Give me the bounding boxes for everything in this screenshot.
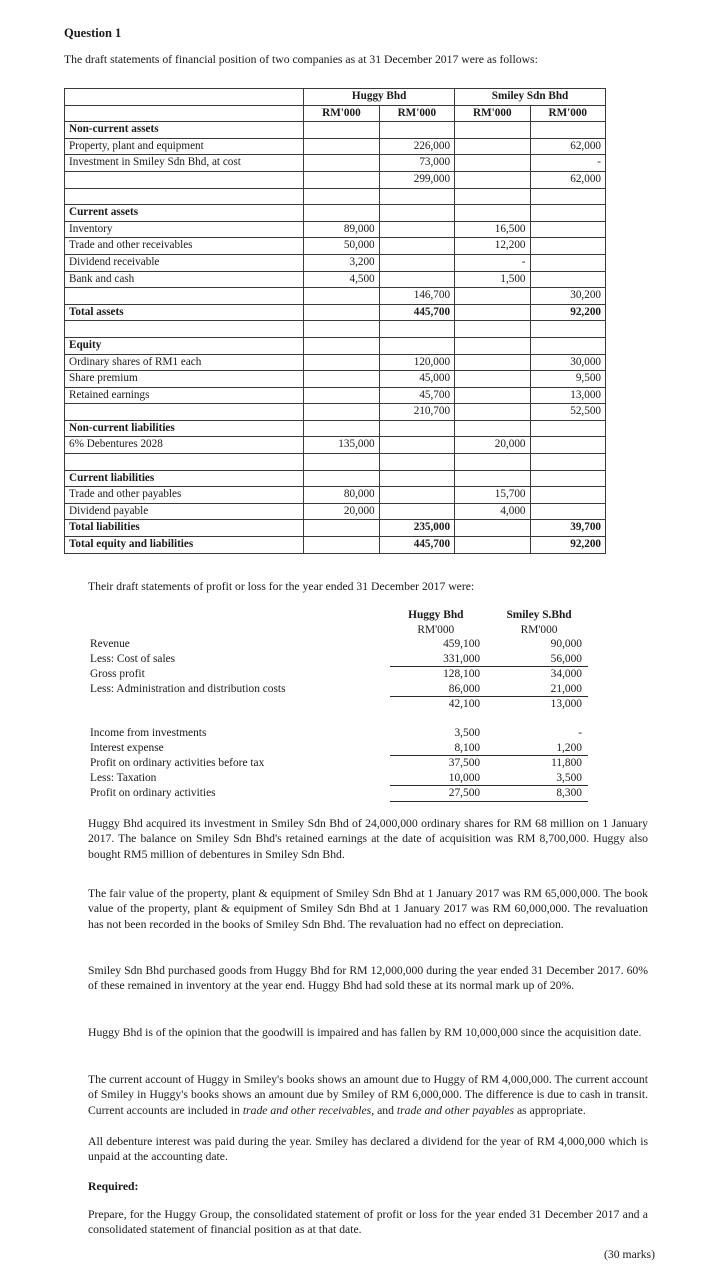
- sofp-row-label: Trade and other payables: [65, 487, 304, 504]
- sofp-cell-c2: 45,700: [379, 387, 454, 404]
- sofp-cell-c3: 12,200: [455, 238, 530, 255]
- statement-of-financial-position-table: [64, 88, 606, 554]
- sofp-cell-c1: [304, 321, 379, 338]
- sofp-cell-c3: [455, 454, 530, 471]
- table-row: [65, 188, 606, 205]
- sofp-cell-c2: [379, 221, 454, 238]
- sofp-cell-c4: 13,000: [530, 387, 605, 404]
- table-row: [65, 288, 606, 305]
- table-row: [65, 371, 606, 388]
- sofp-cell-c1: [304, 470, 379, 487]
- sofp-cell-c1: [304, 520, 379, 537]
- table-row: [65, 337, 606, 354]
- sofp-cell-c2: [379, 470, 454, 487]
- sofp-cell-c3: [455, 288, 530, 305]
- sofp-cell-c4: -: [530, 155, 605, 172]
- current-account-text-3: as appropriate.: [514, 1103, 586, 1117]
- pl-cell-huggy: 331,000: [390, 652, 495, 667]
- required-text: Prepare, for the Huggy Group, the consolidated statement of profit or loss for the year ended 31 December 2017 and a consolidated statement of financial position as at that date.: [88, 1208, 648, 1237]
- sofp-cell-c3: [455, 404, 530, 421]
- table-row: [88, 667, 588, 682]
- table-row: [65, 155, 606, 172]
- table-row: [88, 741, 588, 756]
- sofp-cell-c4: 39,700: [530, 520, 605, 537]
- sofp-company-header: Smiley Sdn Bhd: [455, 89, 606, 106]
- sofp-cell-c4: 62,000: [530, 138, 605, 155]
- table-row: [65, 271, 606, 288]
- table-row: [65, 437, 606, 454]
- sofp-cell-c1: [304, 404, 379, 421]
- pl-row-label: Gross profit: [90, 667, 145, 680]
- pl-company-header: Smiley S.Bhd: [506, 609, 572, 621]
- sofp-row-label: [65, 454, 304, 471]
- sofp-cell-c3: 15,700: [455, 487, 530, 504]
- table-row: [65, 537, 606, 554]
- sofp-cell-c3: 16,500: [455, 221, 530, 238]
- table-row: [65, 321, 606, 338]
- sofp-cell-c1: 4,500: [304, 271, 379, 288]
- sofp-cell-c2: 146,700: [379, 288, 454, 305]
- sofp-cell-c2: [379, 188, 454, 205]
- sofp-cell-c2: [379, 337, 454, 354]
- intro-paragraph: The draft statements of financial position of two companies as at 31 December 2017 were as follows:: [64, 53, 538, 66]
- pl-header-blank: [88, 608, 390, 623]
- sofp-cell-c3: [455, 188, 530, 205]
- current-account-text-1: The current account of Huggy in Smiley's books shows an amount due to Huggy of RM 4,000,000. The current account of Smiley in Huggy's books shows an amount due by Smiley of RM 6,000,000. The difference is due to cash in transit. Current accounts are included in: [88, 1073, 648, 1117]
- pl-header-row-units: [88, 623, 588, 638]
- sofp-row-label: Bank and cash: [65, 271, 304, 288]
- sofp-header-row-companies: [65, 89, 606, 106]
- table-row: [88, 697, 588, 712]
- sofp-cell-c3: -: [455, 254, 530, 271]
- sofp-cell-c3: [455, 537, 530, 554]
- table-row: [65, 304, 606, 321]
- sofp-cell-c3: [455, 155, 530, 172]
- table-row: [65, 487, 606, 504]
- pl-cell-smiley: 34,000: [550, 668, 582, 680]
- sofp-cell-c1: [304, 420, 379, 437]
- sofp-cell-c4: [530, 238, 605, 255]
- sofp-cell-c1: [304, 171, 379, 188]
- pl-cell-huggy: 128,100: [443, 668, 481, 680]
- sofp-cell-c1: [304, 138, 379, 155]
- sofp-cell-c4: [530, 271, 605, 288]
- sofp-cell-c2: 210,700: [379, 404, 454, 421]
- pl-row-label: Income from investments: [90, 727, 207, 739]
- sofp-row-label: Retained earnings: [65, 387, 304, 404]
- sofp-cell-c4: [530, 454, 605, 471]
- table-row: [88, 652, 588, 667]
- sofp-cell-c2: 226,000: [379, 138, 454, 155]
- sofp-cell-c1: 89,000: [304, 221, 379, 238]
- table-row: [65, 122, 606, 139]
- sofp-cell-c4: 52,500: [530, 404, 605, 421]
- sofp-unit-header: RM'000: [379, 105, 454, 122]
- sofp-cell-c4: [530, 487, 605, 504]
- table-row: [65, 238, 606, 255]
- sofp-row-label: Inventory: [65, 221, 304, 238]
- pl-cell-huggy: 27,500: [390, 786, 495, 802]
- sofp-row-label: Current liabilities: [65, 470, 304, 487]
- table-row: [88, 726, 588, 741]
- sofp-cell-c1: [304, 288, 379, 305]
- pl-cell-smiley: 21,000: [494, 682, 588, 697]
- pl-cell-smiley: 3,500: [494, 771, 588, 786]
- table-row: [65, 520, 606, 537]
- sofp-cell-c4: 9,500: [530, 371, 605, 388]
- sofp-cell-c2: 73,000: [379, 155, 454, 172]
- sofp-cell-c4: [530, 122, 605, 139]
- pl-row-label: Profit on ordinary activities: [90, 787, 216, 799]
- sofp-unit-header: RM'000: [530, 105, 605, 122]
- sofp-cell-c3: [455, 122, 530, 139]
- table-row: [88, 682, 588, 697]
- sofp-cell-c3: [455, 321, 530, 338]
- pl-company-header: Huggy Bhd: [408, 609, 464, 621]
- paragraph-debenture-interest: All debenture interest was paid during the year. Smiley has declared a dividend for the year of RM 4,000,000 which is unpaid at the accounting date.: [88, 1135, 648, 1164]
- sofp-cell-c2: [379, 454, 454, 471]
- table-row: [88, 756, 588, 771]
- sofp-row-label: Equity: [65, 337, 304, 354]
- table-row: [65, 470, 606, 487]
- sofp-cell-c2: [379, 271, 454, 288]
- sofp-row-label: Total assets: [65, 304, 304, 321]
- sofp-cell-c2: 445,700: [379, 537, 454, 554]
- sofp-cell-c3: [455, 420, 530, 437]
- sofp-cell-c1: [304, 537, 379, 554]
- profit-or-loss-table: [88, 608, 588, 802]
- sofp-cell-c3: [455, 470, 530, 487]
- table-row: [88, 771, 588, 786]
- table-row: [65, 205, 606, 222]
- sofp-row-label: [65, 171, 304, 188]
- sofp-cell-c3: [455, 205, 530, 222]
- sofp-cell-c1: 80,000: [304, 487, 379, 504]
- table-row: [88, 786, 588, 802]
- sofp-row-label: Property, plant and equipment: [65, 138, 304, 155]
- sofp-cell-c4: [530, 321, 605, 338]
- sofp-cell-c3: [455, 520, 530, 537]
- sofp-cell-c2: [379, 487, 454, 504]
- sofp-cell-c2: [379, 205, 454, 222]
- sofp-row-label: Dividend payable: [65, 503, 304, 520]
- pl-cell-smiley: -: [578, 727, 582, 739]
- sofp-cell-c4: 92,200: [530, 304, 605, 321]
- pl-header-row-companies: [88, 608, 588, 623]
- sofp-cell-c2: 235,000: [379, 520, 454, 537]
- pl-cell-smiley: 11,800: [551, 757, 582, 769]
- sofp-row-label: [65, 321, 304, 338]
- pl-cell-huggy: 459,100: [443, 638, 481, 650]
- paragraph-goodwill-impairment: Huggy Bhd is of the opinion that the goodwill is impaired and has fallen by RM 10,000,000 since the acquisition date.: [88, 1026, 642, 1039]
- sofp-header-row-units: [65, 105, 606, 122]
- sofp-cell-c4: 30,200: [530, 288, 605, 305]
- pl-cell-smiley: 13,000: [550, 698, 582, 710]
- required-label: Required:: [88, 1180, 139, 1193]
- paragraph-acquisition: Huggy Bhd acquired its investment in Smiley Sdn Bhd of 24,000,000 ordinary shares for RM 68 million on 1 January 2017. The balance on Smiley Sdn Bhd's retained earnings at the date of acquisition was RM 8,700,000. Huggy also bought RM5 million of debentures in Smiley Sdn Bhd.: [88, 817, 648, 861]
- table-row: [65, 171, 606, 188]
- sofp-row-label: Total liabilities: [65, 520, 304, 537]
- sofp-cell-c1: [304, 387, 379, 404]
- pl-row-label: Interest expense: [90, 741, 164, 754]
- sofp-cell-c1: 50,000: [304, 238, 379, 255]
- pl-row-label: Profit on ordinary activities before tax: [90, 756, 265, 769]
- sofp-cell-c4: [530, 254, 605, 271]
- sofp-cell-c2: [379, 420, 454, 437]
- current-account-italic-2: trade and other payables: [396, 1103, 515, 1117]
- pl-cell-smiley: 8,300: [494, 786, 588, 802]
- sofp-row-label: Current assets: [65, 205, 304, 222]
- sofp-cell-c2: 299,000: [379, 171, 454, 188]
- pl-cell-smiley: 1,200: [494, 741, 588, 756]
- pl-spacer-row: [88, 712, 588, 727]
- pl-row-label: Less: Administration and distribution costs: [90, 682, 286, 695]
- current-account-italic-1: trade and other receivables: [242, 1103, 372, 1117]
- sofp-cell-c1: [304, 188, 379, 205]
- sofp-row-label: Total equity and liabilities: [65, 537, 304, 554]
- sofp-cell-c1: [304, 205, 379, 222]
- sofp-cell-c4: [530, 470, 605, 487]
- sofp-cell-c2: [379, 437, 454, 454]
- sofp-cell-c2: 45,000: [379, 371, 454, 388]
- table-row: [65, 254, 606, 271]
- sofp-cell-c4: [530, 221, 605, 238]
- page-title: Question 1: [64, 26, 122, 40]
- sofp-cell-c2: 120,000: [379, 354, 454, 371]
- sofp-row-label: Ordinary shares of RM1 each: [65, 354, 304, 371]
- table-row: [65, 503, 606, 520]
- sofp-cell-c3: 1,500: [455, 271, 530, 288]
- pl-row-label: Less: Cost of sales: [90, 652, 176, 665]
- sofp-cell-c3: [455, 138, 530, 155]
- sofp-cell-c3: [455, 371, 530, 388]
- sofp-cell-c2: [379, 254, 454, 271]
- table-row: [65, 354, 606, 371]
- sofp-header-blank: [65, 89, 304, 106]
- pl-row-label: Revenue: [90, 638, 130, 650]
- pl-cell-smiley: 90,000: [550, 638, 582, 650]
- table-row: [65, 404, 606, 421]
- table-row: [88, 637, 588, 652]
- sofp-cell-c2: [379, 321, 454, 338]
- table-row: [65, 454, 606, 471]
- pl-unit-header: RM'000: [520, 623, 558, 636]
- sofp-row-label: [65, 404, 304, 421]
- sofp-cell-c3: 20,000: [455, 437, 530, 454]
- sofp-cell-c4: [530, 437, 605, 454]
- pl-row-label: [88, 697, 390, 712]
- sofp-cell-c1: [304, 304, 379, 321]
- sofp-cell-c2: [379, 122, 454, 139]
- sofp-cell-c4: [530, 205, 605, 222]
- sofp-cell-c4: 92,200: [530, 537, 605, 554]
- sofp-cell-c3: 4,000: [455, 503, 530, 520]
- sofp-row-label: [65, 188, 304, 205]
- sofp-unit-header: RM'000: [455, 105, 530, 122]
- sofp-cell-c1: 3,200: [304, 254, 379, 271]
- paragraph-fair-value: The fair value of the property, plant & equipment of Smiley Sdn Bhd at 1 January 2017 was RM 65,000,000. The book value of the property, plant & equipment of Smiley Sdn Bhd at 1 January 2017 was RM 60,000,000. The revaluation has not been recorded in the books of Smiley Sdn Bhd. The revaluation had no effect on depreciation.: [88, 887, 648, 931]
- marks-note: (30 marks): [604, 1248, 655, 1261]
- table-row: [65, 387, 606, 404]
- pl-header-blank-2: [88, 623, 390, 638]
- sofp-row-label: [65, 288, 304, 305]
- sofp-row-label: Trade and other receivables: [65, 238, 304, 255]
- paragraph-current-accounts: [88, 1072, 648, 1118]
- sofp-cell-c4: [530, 420, 605, 437]
- sofp-row-label: Share premium: [65, 371, 304, 388]
- sofp-cell-c4: 30,000: [530, 354, 605, 371]
- sofp-cell-c3: [455, 337, 530, 354]
- sofp-header-blank-2: [65, 105, 304, 122]
- sofp-cell-c1: [304, 122, 379, 139]
- pl-cell-huggy: 3,500: [454, 727, 481, 739]
- sofp-row-label: Non-current assets: [65, 122, 304, 139]
- sofp-cell-c3: [455, 387, 530, 404]
- pl-cell-huggy: 42,100: [448, 698, 481, 710]
- sofp-unit-header: RM'000: [304, 105, 379, 122]
- sofp-cell-c1: [304, 371, 379, 388]
- current-account-text-2: , and: [371, 1103, 397, 1117]
- table-row: [65, 138, 606, 155]
- sofp-row-label: Dividend receivable: [65, 254, 304, 271]
- pl-unit-header: RM'000: [417, 623, 455, 636]
- pl-cell-smiley: 56,000: [494, 652, 588, 667]
- sofp-cell-c4: [530, 337, 605, 354]
- pl-cell-huggy: 8,100: [390, 741, 495, 756]
- sofp-cell-c1: [304, 354, 379, 371]
- pl-cell-huggy: 37,500: [448, 757, 481, 769]
- sofp-cell-c2: 445,700: [379, 304, 454, 321]
- table-row: [65, 420, 606, 437]
- sofp-cell-c4: 62,000: [530, 171, 605, 188]
- sofp-cell-c3: [455, 171, 530, 188]
- table-row: [65, 221, 606, 238]
- sofp-row-label: 6% Debentures 2028: [65, 437, 304, 454]
- sofp-cell-c1: [304, 454, 379, 471]
- sofp-row-label: Non-current liabilities: [65, 420, 304, 437]
- sofp-cell-c1: 135,000: [304, 437, 379, 454]
- sofp-company-header: Huggy Bhd: [304, 89, 455, 106]
- profit-loss-intro: Their draft statements of profit or loss for the year ended 31 December 2017 were:: [88, 580, 475, 593]
- sofp-cell-c1: 20,000: [304, 503, 379, 520]
- pl-row-label: Less: Taxation: [90, 771, 157, 784]
- pl-cell-huggy: 10,000: [390, 771, 495, 786]
- sofp-cell-c1: [304, 155, 379, 172]
- sofp-row-label: Investment in Smiley Sdn Bhd, at cost: [65, 155, 304, 172]
- pl-cell-huggy: 86,000: [390, 682, 495, 697]
- sofp-cell-c4: [530, 503, 605, 520]
- sofp-cell-c2: [379, 503, 454, 520]
- sofp-cell-c4: [530, 188, 605, 205]
- sofp-cell-c1: [304, 337, 379, 354]
- sofp-cell-c3: [455, 304, 530, 321]
- sofp-cell-c2: [379, 238, 454, 255]
- paragraph-intragroup-sales: Smiley Sdn Bhd purchased goods from Huggy Bhd for RM 12,000,000 during the year ended 31 December 2017. 60% of these remained in inventory at the year end. Huggy Bhd had sold these at its normal mark up of 20%.: [88, 964, 648, 993]
- sofp-cell-c3: [455, 354, 530, 371]
